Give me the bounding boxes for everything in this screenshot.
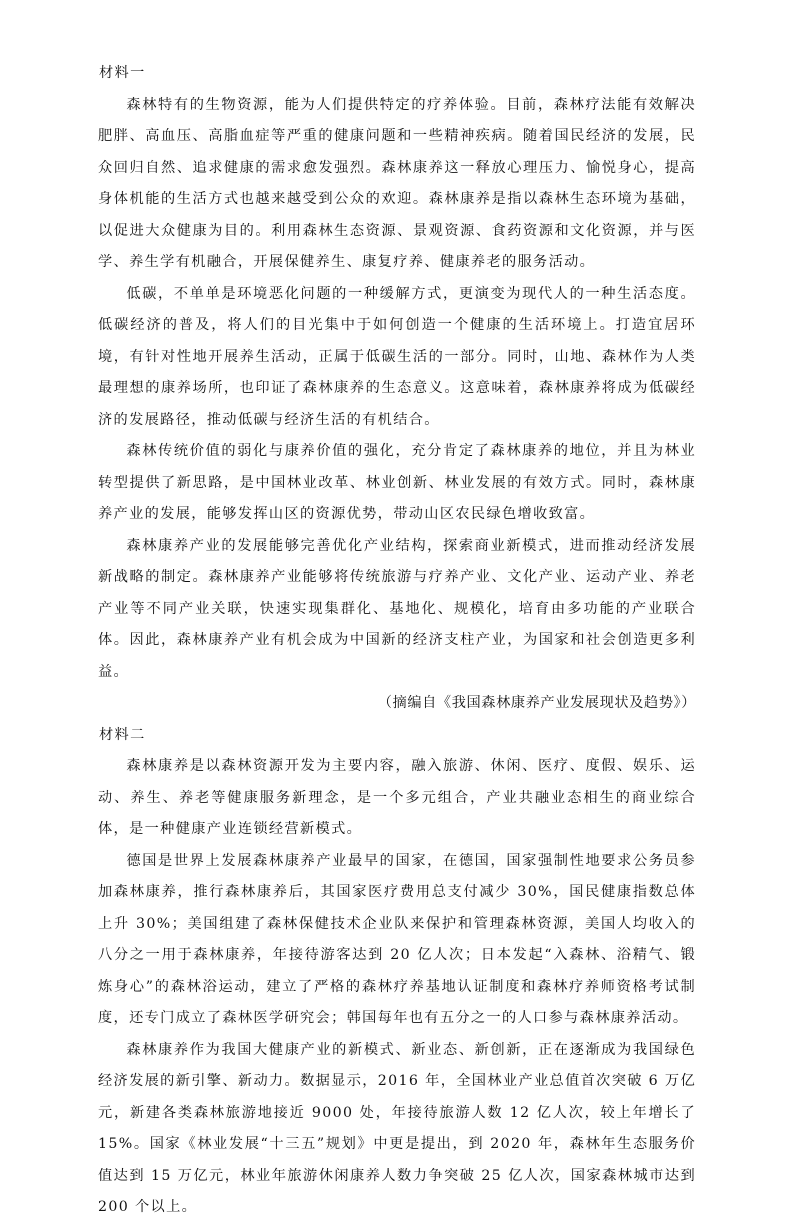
material-two-paragraph-2: 德国是世界上发展森林康养产业最早的国家，在德国，国家强制性地要求公务员参加森林康养，推行森林康养后，其国家医疗费用总支付减少 30%，国民健康指数总体上升 30%；美国组建了森林保健技术企业队来保护和管理森林资源，美国人均收入的八分之一用于森林康养，年接待游客达到 20 亿人次；日本发起“入森林、浴精气、锻炼身心”的森林浴运动，建立了严格的森林疗养基地认证制度和森林疗养师资格考试制度，还专门成立了森林医学研究会；韩国每年也有五分之一的人口参与森林康养活动。 <box>98 852 696 1026</box>
material-two-paragraph-3: 森林康养作为我国大健康产业的新模式、新业态、新创新，正在逐渐成为我国绿色经济发展的新引擎、新动力。数据显示，2016 年，全国林业产业总值首次突破 6 万亿元，新建各类森林旅游地接近 9000 处，年接待旅游人数 12 亿人次，较上年增长了 15%。国家《林业发展“十三五”规划》中更是提出，到 2020 年，森林年生态服务价值达到 15 万亿元，林业年旅游休闲康养人数力争突破 25 亿人次，国家森林城市达到 200 个以上。 <box>98 1041 696 1215</box>
material-two-paragraph-1: 森林康养是以森林资源开发为主要内容，融入旅游、休闲、医疗、度假、娱乐、运动、养生、养老等健康服务新理念，是一个多元组合，产业共融业态相生的商业综合体，是一种健康产业连锁经营新模式。 <box>98 758 696 837</box>
material-one-paragraph-3: 森林传统价值的弱化与康养价值的强化，充分肯定了森林康养的地位，并且为林业转型提供了新思路，是中国林业改革、林业创新、林业发展的有效方式。同时，森林康养产业的发展，能够发挥山区的资源优势，带动山区农民绿色增收致富。 <box>98 443 696 522</box>
material-one-heading: 材料一 <box>99 65 146 81</box>
material-two-heading: 材料二 <box>99 726 146 743</box>
material-one-paragraph-1: 森林特有的生物资源，能为人们提供特定的疗养体验。目前，森林疗法能有效解决肥胖、高血压、高脂血症等严重的健康问题和一些精神疾病。随着国民经济的发展，民众回归自然、追求健康的需求愈发强烈。森林康养这一释放心理压力、愉悦身心，提高身体机能的生活方式也越来越受到公众的欢迎。森林康养是指以森林生态环境为基础，以促进大众健康为目的。利用森林生态资源、景观资源、食药资源和文化资源，并与医学、养生学有机融合，开展保健养生、康复疗养、健康养老的服务活动。 <box>98 96 696 270</box>
material-one-paragraph-2: 低碳，不单单是环境恶化问题的一种缓解方式，更演变为现代人的一种生活态度。低碳经济的普及，将人们的目光集中于如何创造一个健康的生活环境上。打造宜居环境，有针对性地开展养生活动，正属于低碳生活的一部分。同时，山地、森林作为人类最理想的康养场所，也印证了森林康养的生态意义。这意味着，森林康养将成为低碳经济的发展路径，推动低碳与经济生活的有机结合。 <box>98 285 696 428</box>
material-one-paragraph-4: 森林康养产业的发展能够完善优化产业结构，探索商业新模式，进而推动经济发展新战略的制定。森林康养产业能够将传统旅游与疗养产业、文化产业、运动产业、养老产业等不同产业关联，快速实现集群化、基地化、规模化，培育由多功能的产业联合体。因此，森林康养产业有机会成为中国新的经济支柱产业，为国家和社会创造更多利益。 <box>98 537 696 680</box>
document-page <box>98 58 696 1224</box>
material-one-source: （摘编自《我国森林康养产业发展现状及趋势》） <box>377 695 696 711</box>
